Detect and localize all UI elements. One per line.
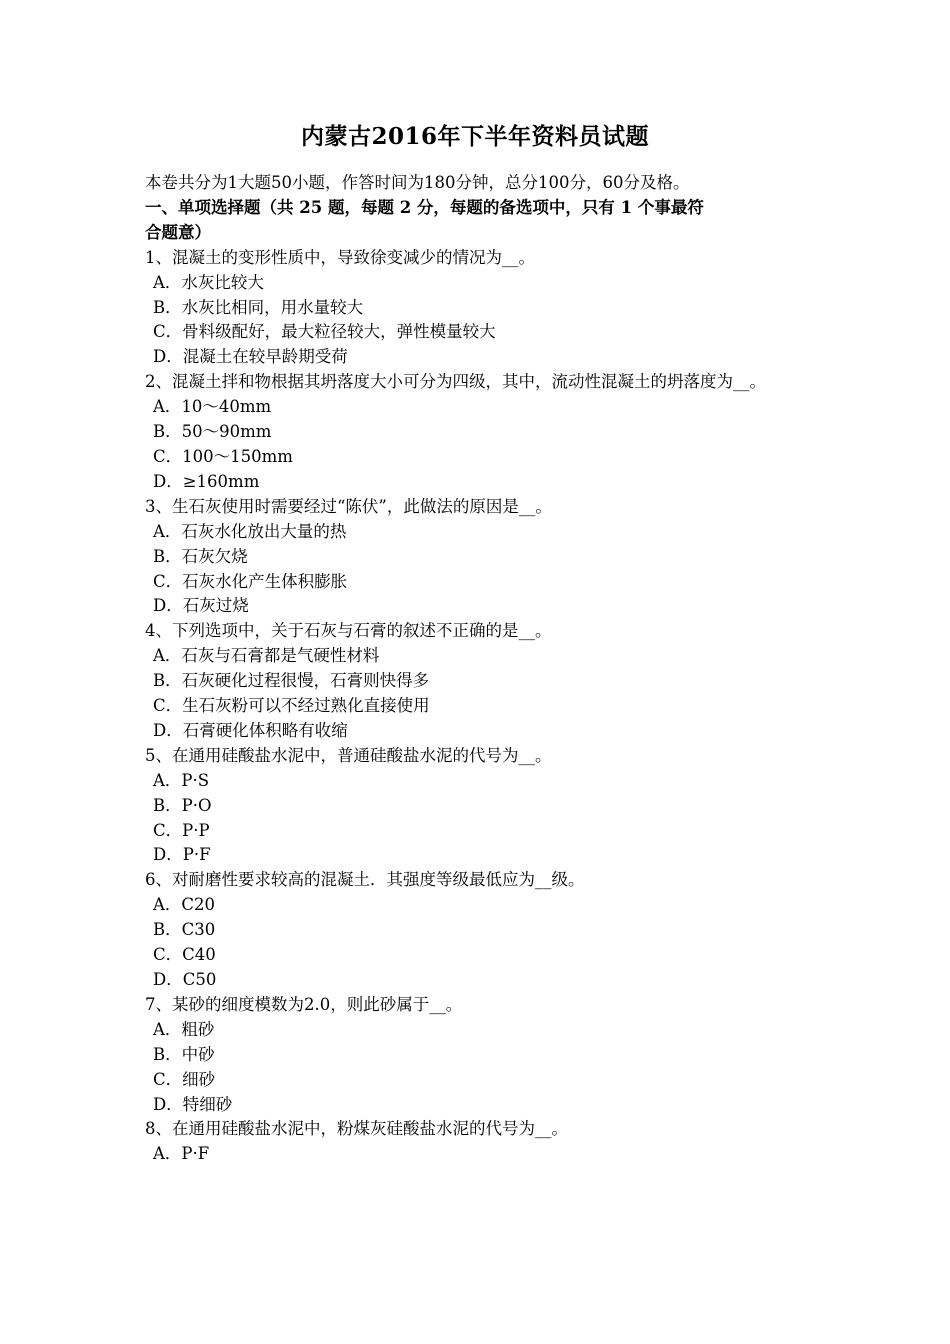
question-stem: 7、某砂的细度模数为2.0，则此砂属于__。 (145, 994, 463, 1014)
answer-option: C．生石灰粉可以不经过熟化直接使用 (153, 696, 430, 716)
question-block (145, 1117, 810, 1167)
answer-option: A．10～40mm (153, 397, 272, 417)
answer-option: B．水灰比相同，用水量较大 (153, 297, 364, 317)
answer-option: A．P·F (153, 1144, 210, 1164)
answer-option: B．中砂 (153, 1044, 215, 1064)
answer-option: A．P·S (153, 770, 210, 790)
answer-option: C．石灰水化产生体积膨胀 (153, 571, 348, 591)
answer-option: C．P·P (153, 820, 210, 840)
exam-intro: 本卷共分为1大题50小题，作答时间为180分钟，总分100分，60分及格。 (145, 173, 690, 192)
question-block (145, 993, 810, 1118)
answer-option: B．50～90mm (153, 422, 272, 442)
answer-option: A．石灰与石膏都是气硬性材料 (153, 646, 380, 666)
question-block (145, 495, 810, 620)
answer-option: D．C50 (153, 970, 217, 989)
answer-option: C．细砂 (153, 1069, 216, 1089)
answer-option: A．石灰水化放出大量的热 (153, 521, 347, 541)
document-body (145, 171, 810, 1167)
document-title: 内蒙古2016年下半年资料员试题 (300, 123, 649, 150)
question-block (145, 744, 810, 869)
section-heading-line-2: 合题意） (145, 222, 211, 242)
question-block (145, 246, 810, 371)
answer-option: A．C20 (153, 895, 216, 915)
question-stem: 6、对耐磨性要求较高的混凝土．其强度等级最低应为__级。 (145, 870, 585, 890)
answer-option: D．混凝土在较早龄期受荷 (153, 347, 348, 367)
question-stem: 3、生石灰使用时需要经过“陈伏”，此做法的原因是__。 (145, 496, 552, 516)
answer-option: C．C40 (153, 945, 216, 965)
question-stem: 4、下列选项中，关于石灰与石膏的叙述不正确的是__。 (145, 621, 552, 641)
question-block (145, 868, 810, 993)
answer-option: D．石灰过烧 (153, 596, 249, 616)
answer-option: C．骨料级配好，最大粒径较大，弹性模量较大 (153, 322, 496, 342)
answer-option: B．石灰欠烧 (153, 546, 248, 566)
answer-option: D．≥160mm (153, 471, 260, 491)
answer-option: D．石膏硬化体积略有收缩 (153, 720, 348, 740)
section-heading-line-1: 一、单项选择题（共 25 题，每题 2 分，每题的备选项中，只有 1 个事最符 (145, 197, 704, 217)
question-stem: 2、混凝土拌和物根据其坍落度大小可分为四级，其中，流动性混凝土的坍落度为__。 (145, 372, 766, 392)
answer-option: B．C30 (153, 920, 216, 940)
answer-option: D．特细砂 (153, 1094, 233, 1114)
question-stem: 8、在通用硅酸盐水泥中，粉煤灰硅酸盐水泥的代号为__。 (145, 1119, 568, 1139)
question-stem: 5、在通用硅酸盐水泥中，普通硅酸盐水泥的代号为__。 (145, 745, 552, 765)
question-block (145, 370, 810, 495)
answer-option: A．水灰比较大 (153, 272, 264, 292)
question-stem: 1、混凝土的变形性质中，导致徐变减少的情况为__。 (145, 247, 535, 267)
answer-option: B．P·O (153, 795, 212, 815)
question-block (145, 619, 810, 744)
answer-option: A．粗砂 (153, 1019, 215, 1039)
answer-option: D．P·F (153, 845, 211, 865)
answer-option: C．100～150mm (153, 446, 293, 466)
answer-option: B．石灰硬化过程很慢，石膏则快得多 (153, 671, 430, 691)
